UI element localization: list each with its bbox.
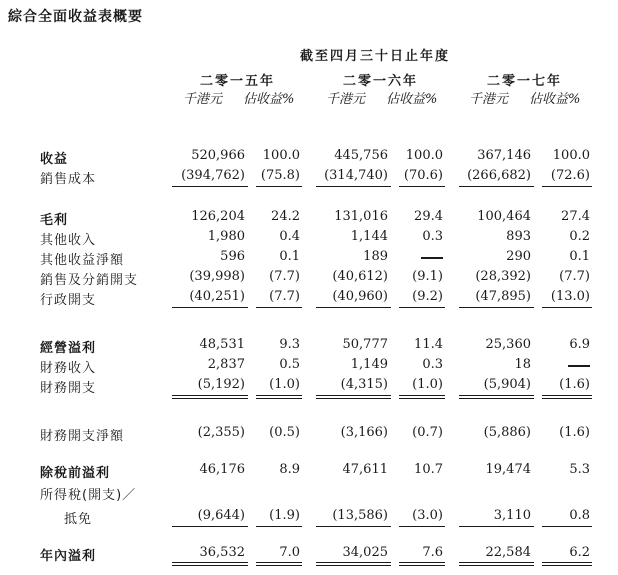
period-header: 截至四月三十日止年度 [300,49,451,64]
table-cell: 100,464 [477,209,531,224]
table-cell: (47,895) [475,289,531,304]
table-cell: 100.0 [262,148,300,163]
table-rule [256,565,302,566]
table-cell: (5,886) [483,425,531,440]
page-title: 綜合全面收益表概要 [8,9,143,25]
table-cell: 596 [220,249,245,264]
table-rule [542,526,592,527]
table-cell: 0.4 [279,229,300,244]
table-cell: (266,682) [467,168,531,183]
table-rule [459,186,534,187]
table-rule [256,395,302,396]
table-cell: 0.1 [279,249,300,264]
table-cell: 27.4 [561,209,590,224]
table-cell: 367,146 [477,148,531,163]
table-cell: (3,166) [340,425,388,440]
table-rule [316,395,391,396]
table-cell: 0.3 [422,229,443,244]
table-cell: 893 [506,229,531,244]
table-cell: 0.8 [569,508,590,523]
year-header-2015: 二零一五年 [200,74,276,89]
table-cell: (40,612) [332,269,388,284]
table-cell: (7.7) [559,269,590,284]
table-rule [459,398,534,399]
table-cell: (7.7) [269,269,300,284]
table-cell: (3.0) [412,508,443,523]
table-rule [256,398,302,399]
row-label: 毛利 [40,213,69,228]
table-cell: 0.1 [569,249,590,264]
table-cell: 48,531 [199,337,245,352]
row-label: 除稅前溢利 [40,466,111,481]
table-cell: (9,644) [197,508,245,523]
table-cell: 24.2 [271,209,300,224]
table-cell: 6.9 [569,337,590,352]
row-label: 經營溢利 [40,341,97,356]
unit-label-pct-2016: 佔收益% [386,92,438,107]
table-cell: 2,837 [207,357,245,372]
row-label: 其他收入 [40,233,97,248]
table-cell: (13,586) [332,508,388,523]
table-cell: 3,110 [493,508,531,523]
year-header-2016: 二零一六年 [343,74,419,89]
table-rule [172,565,248,566]
table-cell: (1.6) [559,377,590,392]
table-cell: (13.0) [550,289,590,304]
table-rule [172,562,248,563]
table-rule [172,526,248,527]
table-cell: 189 [363,249,388,264]
table-cell: 18 [514,357,531,372]
table-rule [316,307,391,308]
table-rule [316,565,391,566]
table-rule [399,307,445,308]
table-cell: (394,762) [181,168,245,183]
table-cell: 22,584 [485,545,531,560]
table-rule [172,186,248,187]
table-cell: 8.9 [279,462,300,477]
unit-label-pct-2015: 佔收益% [243,92,295,107]
table-cell: 6.2 [569,545,590,560]
table-rule [459,565,534,566]
table-rule [542,395,592,396]
table-cell: (0.7) [412,425,443,440]
year-header-2017: 二零一七年 [487,74,563,89]
row-label: 行政開支 [40,293,97,308]
table-cell: 50,777 [342,337,388,352]
table-rule [459,526,534,527]
table-cell: (72.6) [550,168,590,183]
table-rule [256,526,302,527]
table-cell: (1.9) [269,508,300,523]
table-cell: (4,315) [340,377,388,392]
table-rule [542,562,592,563]
table-rule [399,562,445,563]
table-cell: (70.6) [403,168,443,183]
row-label: 其他收益淨額 [40,253,125,268]
unit-label-hkd-2016: 千港元 [326,92,366,107]
table-rule [459,395,534,396]
table-rule [256,562,302,563]
table-rule [399,186,445,187]
table-cell: 25,360 [485,337,531,352]
table-cell: (314,740) [324,168,388,183]
table-cell: (5,192) [197,377,245,392]
table-cell: 7.6 [422,545,443,560]
table-cell: (40,251) [189,289,245,304]
table-cell: (75.8) [260,168,300,183]
table-cell: 100.0 [405,148,443,163]
table-cell: (9.2) [412,289,443,304]
table-rule [542,307,592,308]
table-cell: 0.3 [422,357,443,372]
row-label: 財務收入 [40,361,97,376]
row-label: 銷售及分銷開支 [40,273,139,288]
row-label: 抵免 [64,512,93,527]
table-rule [316,526,391,527]
table-cell: (7.7) [269,289,300,304]
table-cell: (40,960) [332,289,388,304]
unit-label-hkd-2015: 千港元 [183,92,223,107]
table-rule [256,307,302,308]
table-cell: (28,392) [475,269,531,284]
table-cell: 445,756 [334,148,388,163]
table-cell: 100.0 [552,148,590,163]
table-rule [172,307,248,308]
table-rule [316,398,391,399]
table-cell: 126,204 [191,209,245,224]
table-rule [399,565,445,566]
table-rule [542,186,592,187]
table-cell: 9.3 [279,337,300,352]
row-label: 財務開支淨額 [40,429,125,444]
table-cell: (1.0) [412,377,443,392]
table-cell: 290 [506,249,531,264]
unit-label-pct-2017: 佔收益% [529,92,581,107]
table-rule [399,526,445,527]
table-rule [399,395,445,396]
table-rule [542,565,592,566]
table-cell: (1.6) [559,425,590,440]
nil-dash [568,365,590,367]
table-cell: 10.7 [414,462,443,477]
table-cell: (0.5) [269,425,300,440]
table-cell: 19,474 [485,462,531,477]
nil-dash [421,257,443,259]
table-rule [172,398,248,399]
table-rule [542,398,592,399]
table-cell: 1,149 [350,357,388,372]
row-label: 銷售成本 [40,172,97,187]
unit-label-hkd-2017: 千港元 [469,92,509,107]
table-rule [459,562,534,563]
row-label: 財務開支 [40,381,97,396]
row-label: 年內溢利 [40,549,97,564]
table-cell: (2,355) [197,425,245,440]
table-cell: 0.2 [569,229,590,244]
table-cell: 36,532 [199,545,245,560]
table-rule [256,186,302,187]
table-cell: 5.3 [569,462,590,477]
table-cell: (39,998) [189,269,245,284]
table-rule [459,307,534,308]
table-cell: 11.4 [414,337,443,352]
table-rule [316,562,391,563]
row-label: 所得稅(開支)／ [40,488,137,503]
table-cell: (9.1) [412,269,443,284]
table-rule [316,186,391,187]
table-cell: 34,025 [342,545,388,560]
table-cell: (5,904) [483,377,531,392]
table-cell: 1,144 [350,229,388,244]
table-cell: 7.0 [279,545,300,560]
table-cell: 1,980 [207,229,245,244]
table-cell: 29.4 [414,209,443,224]
table-cell: 131,016 [334,209,388,224]
row-label: 收益 [40,152,69,167]
table-cell: 47,611 [342,462,388,477]
table-rule [172,395,248,396]
table-cell: 0.5 [279,357,300,372]
table-cell: 46,176 [199,462,245,477]
table-cell: 520,966 [191,148,245,163]
table-rule [399,398,445,399]
table-cell: (1.0) [269,377,300,392]
